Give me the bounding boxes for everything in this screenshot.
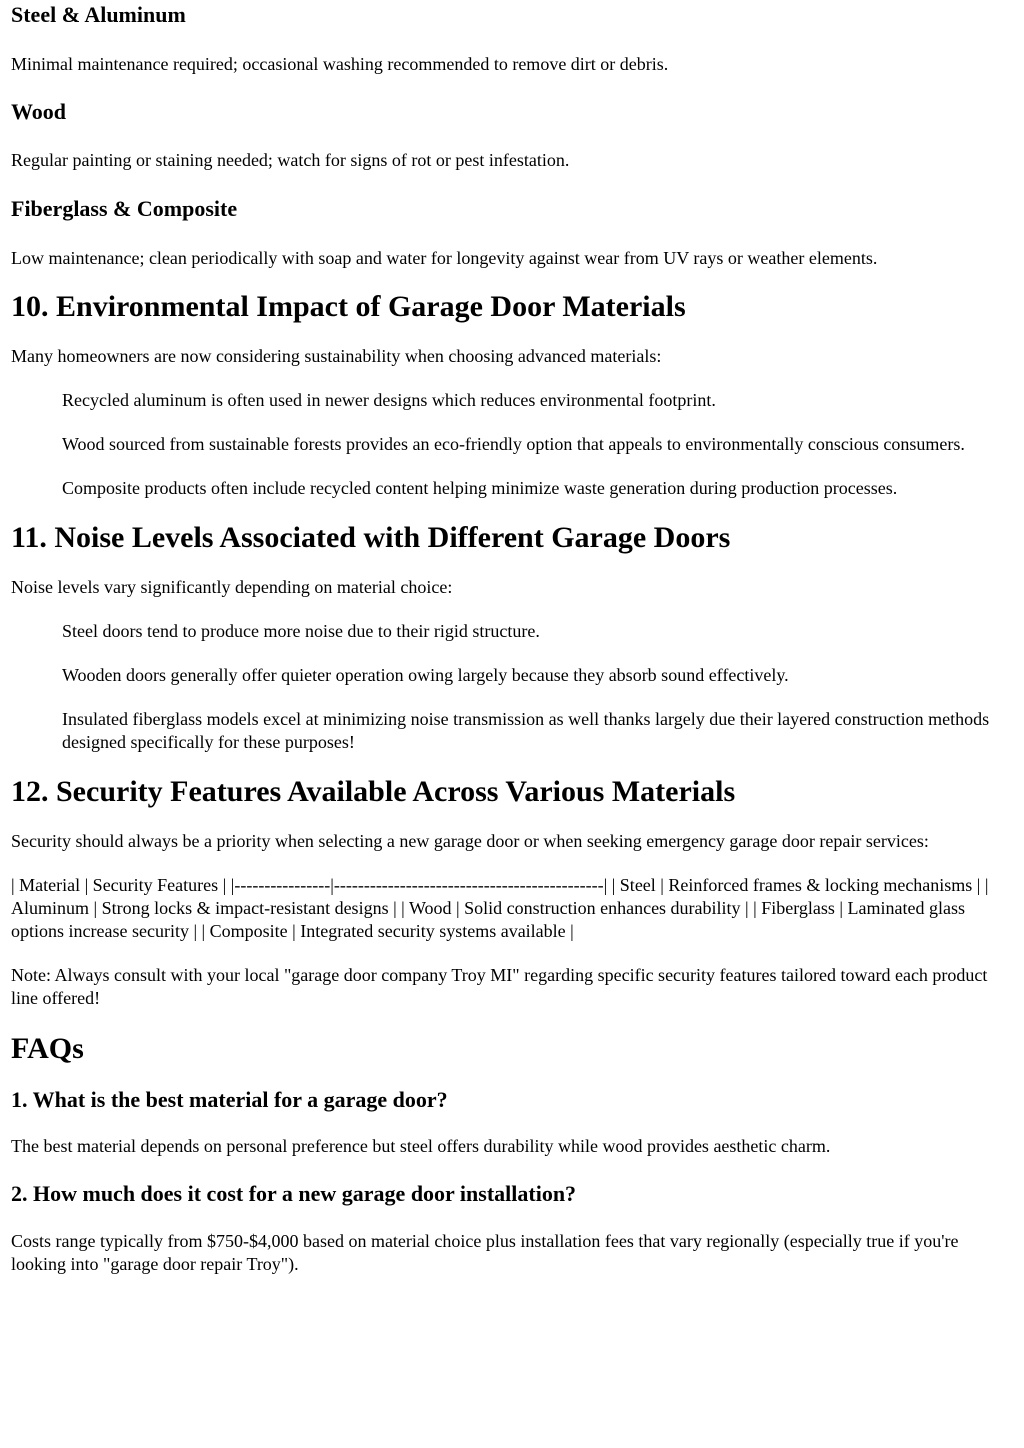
- list-item: Wooden doors generally offer quieter operation owing largely because they absorb sound effectively.: [62, 665, 789, 685]
- section-11-list: [11, 620, 1010, 754]
- list-item: Recycled aluminum is often used in newer designs which reduces environmental footprint.: [62, 390, 716, 410]
- faq-question: 2. How much does it cost for a new garage door installation?: [11, 1181, 577, 1206]
- faqs-heading: FAQs: [11, 1032, 84, 1065]
- list-item: Insulated fiberglass models excel at minimizing noise transmission as well thanks largely due their layered construction methods designed specifically for these purposes!: [62, 709, 990, 752]
- wood-heading: Wood: [11, 99, 67, 124]
- steel-aluminum-text: Minimal maintenance required; occasional washing recommended to remove dirt or debris.: [11, 54, 669, 74]
- article-page: [0, 2, 1024, 1276]
- section-10-intro: Many homeowners are now considering sustainability when choosing advanced materials:: [11, 346, 662, 366]
- fiberglass-composite-heading: Fiberglass & Composite: [11, 196, 238, 221]
- section-11-heading: 11. Noise Levels Associated with Different Garage Doors: [11, 521, 731, 554]
- steel-aluminum-heading: Steel & Aluminum: [11, 2, 186, 27]
- security-features-table-text: | Material | Security Features | |----------------|---------------------------------------------| | Steel | Reinforced frames & locking mechanisms | | Aluminum | Strong locks & impact-resistant designs | | Wood | Solid construction enhances durability | | Fiberglass | Laminated glass options increase security | | Composite | Integrated security systems available |: [11, 875, 989, 941]
- section-12-intro: Security should always be a priority when selecting a new garage door or when seeking emergency garage door repair services:: [11, 831, 929, 851]
- section-12-heading: 12. Security Features Available Across Various Materials: [11, 775, 736, 808]
- fiberglass-composite-text: Low maintenance; clean periodically with soap and water for longevity against wear from UV rays or weather elements.: [11, 248, 878, 268]
- section-10-heading: 10. Environmental Impact of Garage Door Materials: [11, 290, 686, 323]
- faq-answer: Costs range typically from $750-$4,000 based on material choice plus installation fees that vary regionally (especially true if you're looking into "garage door repair Troy").: [11, 1231, 959, 1274]
- section-10-list: [11, 389, 1010, 500]
- faq-answer: The best material depends on personal preference but steel offers durability while wood provides aesthetic charm.: [11, 1136, 831, 1156]
- list-item: Composite products often include recycled content helping minimize waste generation during production processes.: [62, 478, 898, 498]
- wood-text: Regular painting or staining needed; watch for signs of rot or pest infestation.: [11, 150, 570, 170]
- faq-question: 1. What is the best material for a garage door?: [11, 1087, 448, 1112]
- list-item: Wood sourced from sustainable forests provides an eco-friendly option that appeals to environmentally conscious consumers.: [62, 434, 965, 454]
- security-note: Note: Always consult with your local "garage door company Troy MI" regarding specific security features tailored toward each product line offered!: [11, 965, 988, 1008]
- list-item: Steel doors tend to produce more noise due to their rigid structure.: [62, 621, 540, 641]
- section-11-intro: Noise levels vary significantly depending on material choice:: [11, 577, 453, 597]
